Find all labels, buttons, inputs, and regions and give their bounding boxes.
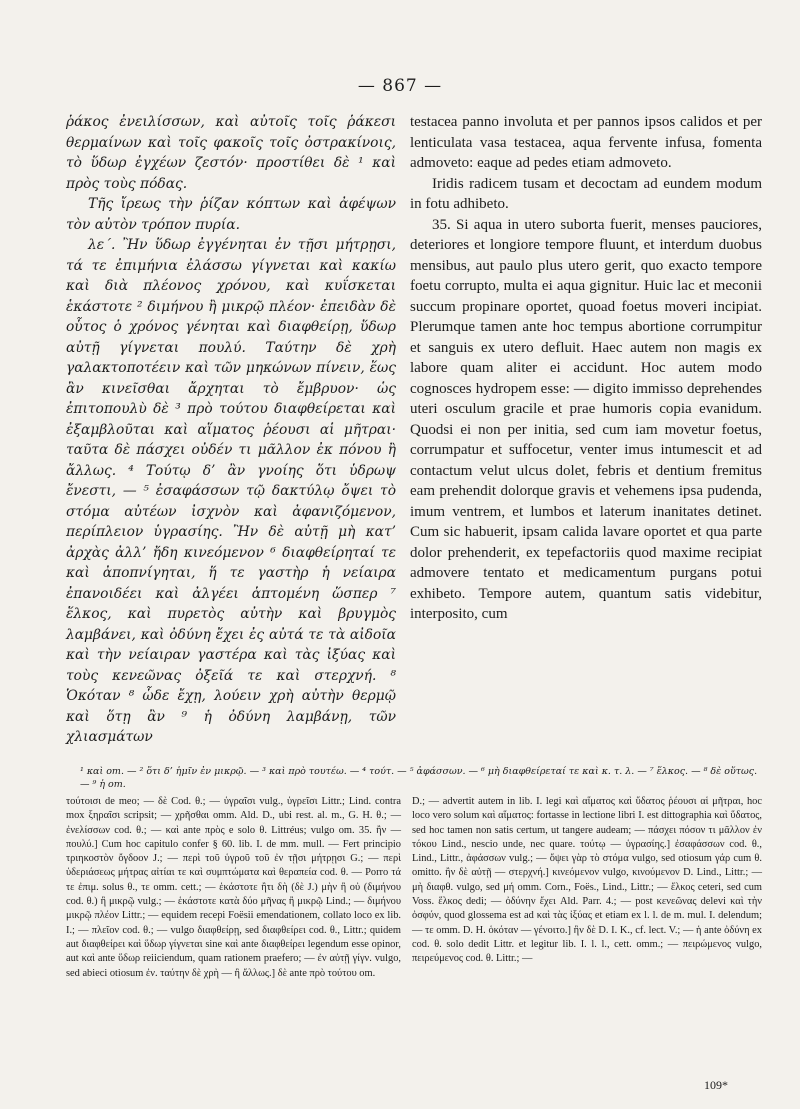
- greek-paragraph-2: Τῆς ἴρεως τὴν ῥίζαν κόπτων καὶ ἀφέψων τὸν αὐτὸν τρόπον πυρία.: [66, 196, 396, 233]
- latin-paragraph-3: 35. Si aqua in utero suborta fuerit, menses pauciores, deteriores et longiore tempore fluunt, et interdum duobus mensibus, aut paulo plus utero gerit, quo exacto tempore foetu corrupto, multa ei aqua gignitur. Huic lac et meconii succum propinare oportet, quoad foetus moveri incipiat. Plerumque tamen ante hoc tempus abortione corrumpitur et sanguis ex utero defluit. Haec autem non magis ex labore quam aliter ei accidunt. Hoc autem modo cognosces hydropem esse: — digito immisso deprehendes uteri osculum gracile et prae humoris copia evanidum. Quodsi ei non per initia, sed cum iam movetur foetus, corrumpatur et suffocetur, venter imus intumescit et ad contactum velut ulcus dolet, febris et dentium fremitus eam prehendit dolorque gravis et vehemens ipsa pudenda, imum ventrem, et lumbos et laterum inanitates detinet. Cum sic habuerit, ipsam calida lavare oportet et qua parte dolor prehenderit, ex tepefactoriis quod maxime recipiat admovere tentato et medicamentum purgans potui exhibeto. Tempore autem, quantum satis videbitur, interposito, cum: [410, 216, 762, 622]
- latin-paragraph-2: Iridis radicem tusam et decoctam ad eundem modum in fotu adhibeto.: [410, 175, 762, 212]
- apparatus-text-right: D.; — advertit autem in lib. I. legi καὶ αἵματος καὶ ὕδατος ῥέουσι αἱ μῆτραι, hoc loco vero solum καὶ αἵματος: fortasse in lectione libri I. est dittographia καὶ ὕδατος, sed hoc tamen non satis certum, ut tangere audeam; — πάσχει πόσον τι μᾶλλον ἐν τόκου Lind., nescio unde, nec quare. τούτῳ — ὑγρασίης.] ἐσαφάσσων cod. θ., Lind., Littr., ἀφάσσων vulg.; — ὄψει γὰρ τὸ στόμα vulgo, sed otiosum γάρ cum θ. omitto. ἢν δὲ αὐτῇ — στερχνή.] κινεόμενον vulgo, κινούμενον D. Lind., Littr.; — μὴ διαφθ. vulgo, sed μή omm. Corn., Foës., Lind., Littr.; — ἕλκος ceteri, sed cum Voss. ἕλκος dedi; — ὀδύνην ἔχει Ald. Parr. 4.; — post κενεῶνας delevi καὶ τὴν ὀσφύν, quod glossema est ad καὶ τὰς ἰξύας et etiam ex l. l. de m. mul. I. delendum; — τε omm. D. H. ὁκόταν — γένοιτο.] ἢν δὲ D. I. K., cf. lect. V.; — ἡ ante ὀδύνη ex cod. θ. solo dedit Littr. et legitur lib. I. l. l., cett. omm.; — πειρώμενος vulgo, πειρεύμενος cod. θ. Littr.; —: [412, 796, 762, 965]
- latin-text-column: [410, 112, 762, 625]
- greek-paragraph-3: λε΄. Ἢν ὕδωρ ἐγγένηται ἐν τῇσι μήτρῃσι, τά τε ἐπιμήνια ἐλάσσω γίγνεται καὶ κακίω καὶ διὰ πλέονος χρόνου, καὶ κυΐσκεται ἑκάστοτε ² διμήνου ἢ μικρῷ πλέον· ἐπειδὰν δὲ οὗτος ὁ χρόνος γένηται καὶ διαφθείρῃ, ὕδωρ αὐτῇ γίγνεται πουλύ. Ταύτην δὲ χρὴ γαλακτοποτέειν καὶ τῶν μηκώνων πίνειν, ἕως ἂν κινεῖσθαι ἄρχηται τὸ ἔμβρυον· ὡς ἐπιτοπουλὺ δὲ ³ πρὸ τούτου διαφθείρεται καὶ ἐξαμβλοῦται καὶ αἵματος ῥέουσι αἱ μῆτραι· ταῦτα δὲ πάσχει οὐδέν τι μᾶλλον ἐκ πόνου ἢ ἄλλως. ⁴ Τούτῳ δ’ ἂν γνοίης ὅτι ὑδρωψ ἔνεστι, — ⁵ ἐσαφάσσων τῷ δακτύλῳ ὄψει τὸ στόμα αὐτέων ἰσχνὸν καὶ ἀφανιζόμενον, περίπλειον ὑγρασίης. Ἢν δὲ αὐτῇ μὴ κατ’ ἀρχὰς ἀλλ’ ἤδη κινεόμενον ⁶ διαφθείρηταί τε καὶ ἀποπνίγηται, ἥ τε γαστὴρ ἡ νείαιρα ἐπανοιδέει καὶ ἀλγέει ἁπτομένη ὥσπερ ⁷ ἕλκος, καὶ πυρετὸς αὐτὴν καὶ βρυγμὸς λαμβάνει, καὶ ὀδύνη ἔχει ἐς αὐτά τε τὰ αἰδοῖα καὶ τὴν νείαιραν γαστέρα καὶ τὰς ἰξύας καὶ τοὺς κενεῶνας ὀξεῖά τε καὶ στερχνή. ⁸ Ὁκόταν ⁸ ὧδε ἔχῃ, λούειν χρὴ αὐτὴν θερμῷ καὶ ὅτῃ ἂν ⁹ ἡ ὀδύνη λαμβάνῃ, τῶν χλιασμάτων: [66, 237, 396, 745]
- greek-paragraph-1: ῥάκος ἐνειλίσσων, καὶ αὐτοῖς τοῖς ῥάκεσι θερμαίνων καὶ τοῖς φακοῖς τοῖς ὀστρακίνοις, τὸ ὕδωρ ἐγχέων ζεστόν· προστίθει δὲ ¹ καὶ πρὸς τοὺς πόδας.: [66, 114, 396, 192]
- printer-signature: 109*: [704, 1078, 728, 1092]
- critical-apparatus-left: [66, 795, 401, 981]
- latin-paragraph-1: testacea panno involuta et per pannos ipsos calidos et per lenticulata vasa testacea, aqua fervente infusa, fomenta admoveto: eaque ad pedes etiam admoveto.: [410, 114, 762, 171]
- critical-apparatus-right: [412, 795, 762, 967]
- greek-text-column: [66, 112, 396, 748]
- apparatus-text-left: τούτοισι de meo; — δὲ Cod. θ.; — ὑγραῖσι vulg., ὑγρεῖσι Littr.; Lind. contra mox ξηραῖσι scripsit; — χρῆσθαι omm. Ald. D., ubi rest. al. m., G. H. θ.; — ἐνελίσσων cod. θ.; — καὶ ante πρὸς e solo θ. Littréus; vulgo om. 35. ἢν — πουλύ.] Cum hoc capitulo confer § 60. lib. I. de mm. mull. — Fert principio τριηκοστὸν ὄγδοον J.; — περὶ τοῦ ὑγροῦ τοῦ ἐν τῇσι μήτρῃσι G.; — περὶ ὑδεριάσεως μήτρας αἰτίαι τε καὶ συμπτώματα καὶ θεραπεία cod. θ. — Porro τά τε ἐπιμ. solus θ., τε omm. cett.; — ἑκάστοτε ἢτι δὴ (δὲ J.) μὴν ἢ οὐ (διμήνου cod. θ.) ἢ μικρῷ vulg.; — ἑκάστοτε κατὰ δύο μῆνας ἢ μικρῷ Lind.; — διμήνου μικρῷ πλέον Littr.; — equidem recepi Foësii emendationem, collato loco ex lib. I.; — πλεῖον cod. θ.; — vulgo διαφθείρῃ, sed διαφθείρει cod. θ., Littr.; quidem aut διαφθείρει καὶ ὕδωρ γίγνεται sine καὶ ante διαφθείρει legendum esse opinor, aut καὶ ante ὕδωρ reiiciendum, quam rationem praefero; — ἐν αὐτῇ γίγν. vulgo, sed abieci otiosum ἐν. ταύτην δὲ χρὴ — ἢ ἄλλως.] δὲ ante πρὸ τούτου om.: [66, 796, 401, 979]
- page-number: — 867 —: [357, 76, 443, 96]
- variant-footnotes: ¹ καὶ om. — ² ὅτι δ’ ἡμῖν ἐν μικρῷ. — ³ καὶ πρὸ τουτέω. — ⁴ τούτ. — ⁵ ἀφάσσων. — ⁶ μὴ διαφθείρεταί τε καὶ κ. τ. λ. — ⁷ ἕλκος. — ⁸ δὲ οὕτως. — ⁹ ἡ om.: [80, 766, 758, 790]
